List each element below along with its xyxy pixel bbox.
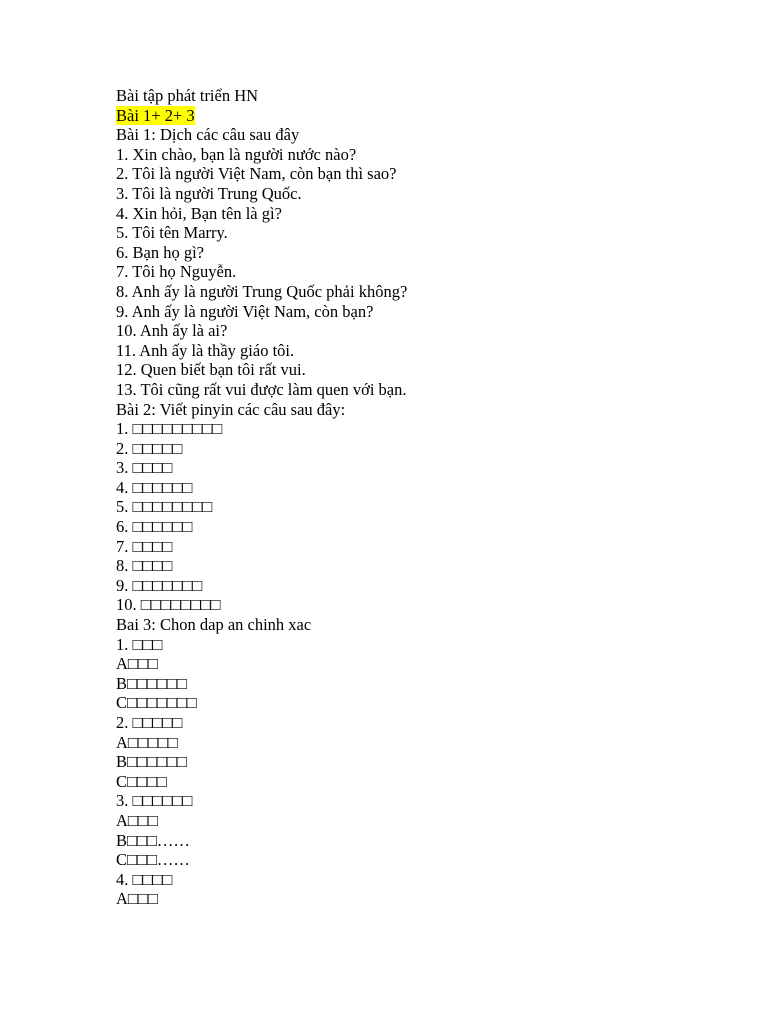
exercise2-item: 6. □□□□□□ (116, 517, 193, 537)
exercise1-item: 13. Tôi cũng rất vui được làm quen với bạn. (116, 379, 407, 399)
exercise2-item: 3. □□□□ (116, 458, 173, 478)
exercise1-item: 5. Tôi tên Marry. (116, 223, 228, 243)
document-title: Bài tập phát triển HN (116, 86, 259, 105)
exercise3-option: C□□□□ (116, 771, 167, 791)
exercise3-question: 2. □□□□□ (116, 713, 183, 732)
exercise3-option: A□□□ (116, 810, 158, 830)
exercise2-item: 4. □□□□□□ (116, 477, 193, 497)
exercise3-option: A□□□ (116, 889, 158, 909)
exercise2-item: 7. □□□□ (116, 536, 173, 556)
exercise3-option: B□□□□□□ (116, 752, 187, 772)
exercise2-item: 2. □□□□□ (116, 438, 183, 458)
exercise3-heading: Bai 3: Chon dap an chinh xac (116, 615, 312, 635)
exercise3-question: 3. □□□□□□ (116, 791, 193, 811)
exercise3-option: C□□□…… (116, 850, 190, 870)
exercise2-item: 9. □□□□□□□ (116, 575, 203, 595)
exercise1-item: 6. Bạn họ gì? (116, 242, 204, 262)
exercise3-question: 1. □□□ (116, 634, 163, 654)
exercise3-option: A□□□□□ (116, 732, 178, 752)
exercise2-item: 5. □□□□□□□□ (116, 497, 213, 517)
exercise1-heading: Bài 1: Dịch các câu sau đây (116, 125, 300, 145)
exercise1-item: 8. Anh ấy là người Trung Quốc phải không? (116, 281, 408, 301)
exercise1-item: 9. Anh ấy là người Việt Nam, còn bạn? (116, 301, 374, 321)
highlighted-heading: Bài 1+ 2+ 3 (116, 105, 195, 125)
exercise1-item: 11. Anh ấy là thầy giáo tôi. (116, 340, 295, 360)
exercise1-item: 7. Tôi họ Nguyễn. (116, 262, 237, 282)
exercise3-option: B□□□□□□ (116, 673, 187, 693)
exercise2-heading: Bài 2: Viết pinyin các câu sau đây: (116, 399, 346, 419)
exercise2-item: 8. □□□□ (116, 556, 173, 576)
exercise1-item: 2. Tôi là người Việt Nam, còn bạn thì sao? (116, 164, 397, 184)
exercise1-item: 4. Xin hỏi, Bạn tên là gì? (116, 203, 282, 223)
highlighted-heading-row (116, 106, 716, 126)
exercise2-item: 10. □□□□□□□□ (116, 595, 221, 615)
exercise3-question: 4. □□□□ (116, 869, 173, 889)
exercise3-option: A□□□ (116, 654, 158, 674)
exercise3-option: B□□□…… (116, 830, 190, 850)
exercise1-item: 3. Tôi là người Trung Quốc. (116, 183, 302, 203)
exercise1-item: 12. Quen biết bạn tôi rất vui. (116, 360, 306, 380)
document-page (116, 86, 716, 909)
exercise3-option: C□□□□□□□ (116, 693, 197, 713)
exercise1-item: 10. Anh ấy là ai? (116, 321, 228, 341)
exercise1-item: 1. Xin chào, bạn là người nước nào? (116, 144, 357, 164)
exercise2-item: 1. □□□□□□□□□ (116, 419, 223, 439)
